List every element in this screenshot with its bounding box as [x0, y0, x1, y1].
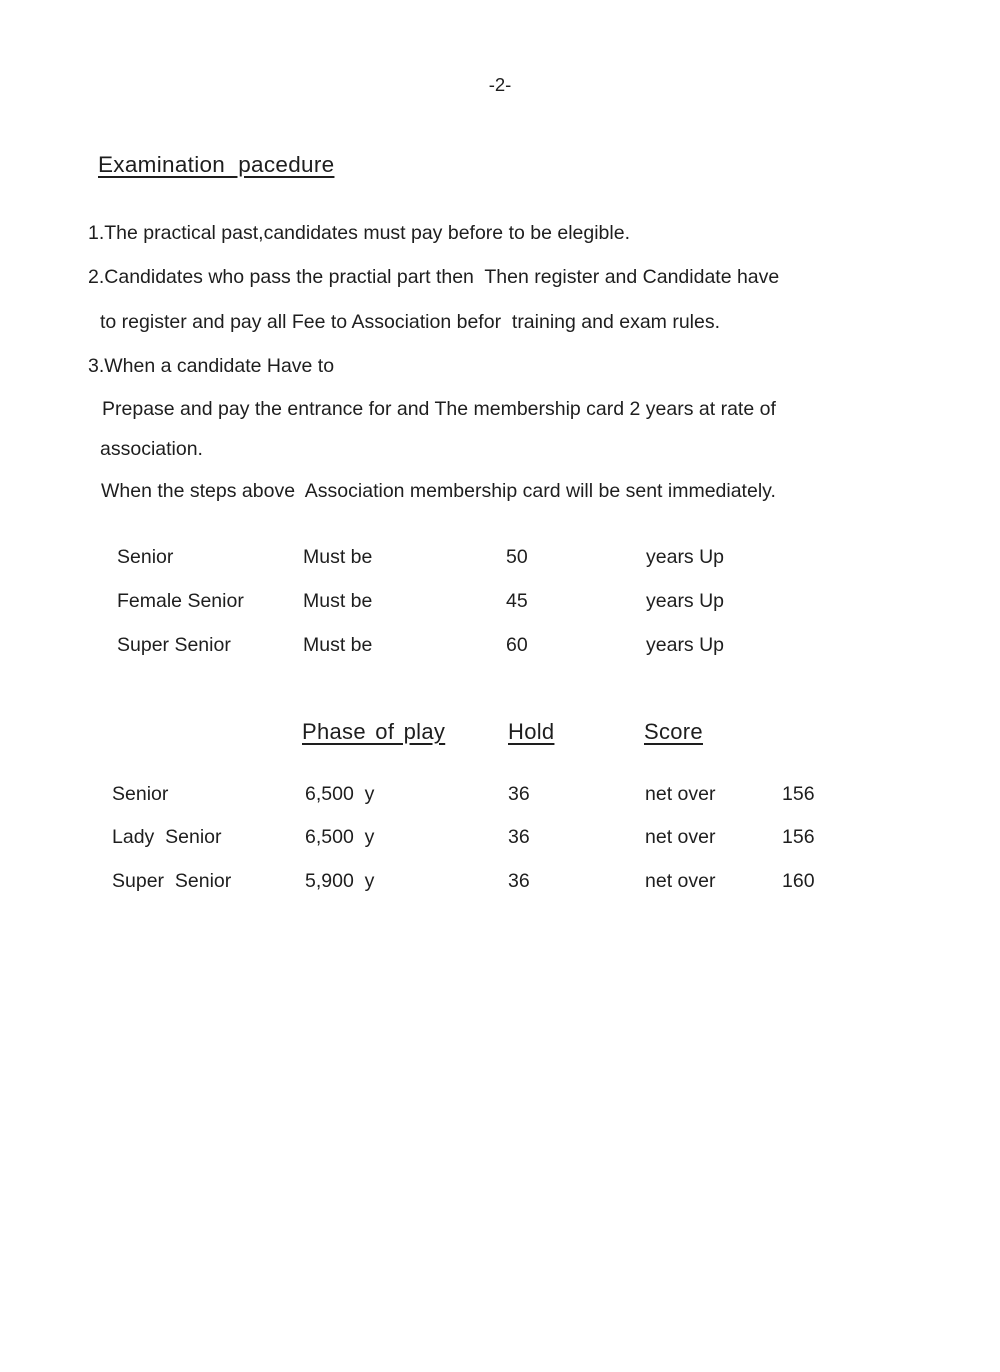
age-category: Female Senior: [117, 590, 244, 612]
body-line-1: 1.The practical past,candidates must pay before to be elegible.: [88, 222, 630, 244]
age-condition: Must be: [303, 546, 373, 568]
play-score: 156: [782, 783, 815, 805]
body-line-3: 3.When a candidate Have to: [88, 355, 335, 377]
age-value: 45: [506, 590, 528, 612]
header-hold: Hold: [508, 719, 555, 744]
header-score: Score: [644, 719, 703, 744]
age-condition: Must be: [303, 590, 373, 612]
table-row: [0, 632, 1000, 658]
play-phase: 6,500 y: [305, 783, 375, 805]
body-line-3b: Prepase and pay the entrance for and The membership card 2 years at rate of: [102, 398, 776, 420]
age-unit: years Up: [646, 634, 725, 656]
age-unit: years Up: [646, 590, 725, 612]
table-row: [0, 824, 1000, 850]
age-unit: years Up: [646, 546, 725, 568]
play-phase: 6,500 y: [305, 826, 375, 848]
table-row: [0, 868, 1000, 894]
body-line-2: 2.Candidates who pass the practial part then Then register and Candidate have: [88, 266, 780, 288]
play-category: Lady Senior: [112, 826, 222, 848]
body-line-3d: When the steps above Association membership card will be sent immediately.: [101, 480, 776, 502]
play-score-type: net over: [645, 870, 716, 892]
age-value: 50: [506, 546, 528, 568]
table-row: [0, 588, 1000, 614]
play-category: Senior: [112, 783, 169, 805]
play-category: Super Senior: [112, 870, 232, 892]
play-hold: 36: [508, 783, 530, 805]
play-score-type: net over: [645, 826, 716, 848]
table-row: [0, 544, 1000, 570]
age-condition: Must be: [303, 634, 373, 656]
play-hold: 36: [508, 870, 530, 892]
age-category: Super Senior: [117, 634, 231, 656]
age-category: Senior: [117, 546, 174, 568]
table-header-row: [0, 719, 1000, 745]
play-phase: 5,900 y: [305, 870, 375, 892]
play-score: 156: [782, 826, 815, 848]
play-hold: 36: [508, 826, 530, 848]
play-score-type: net over: [645, 783, 716, 805]
play-score: 160: [782, 870, 815, 892]
section-heading: Examination pacedure: [98, 152, 335, 177]
body-line-2b: to register and pay all Fee to Association befor training and exam rules.: [100, 311, 721, 333]
table-row: [0, 781, 1000, 807]
body-line-3c: association.: [100, 438, 203, 460]
age-value: 60: [506, 634, 528, 656]
header-phase-of-play: Phase of play: [302, 719, 446, 744]
page-number: -2-: [488, 74, 512, 95]
